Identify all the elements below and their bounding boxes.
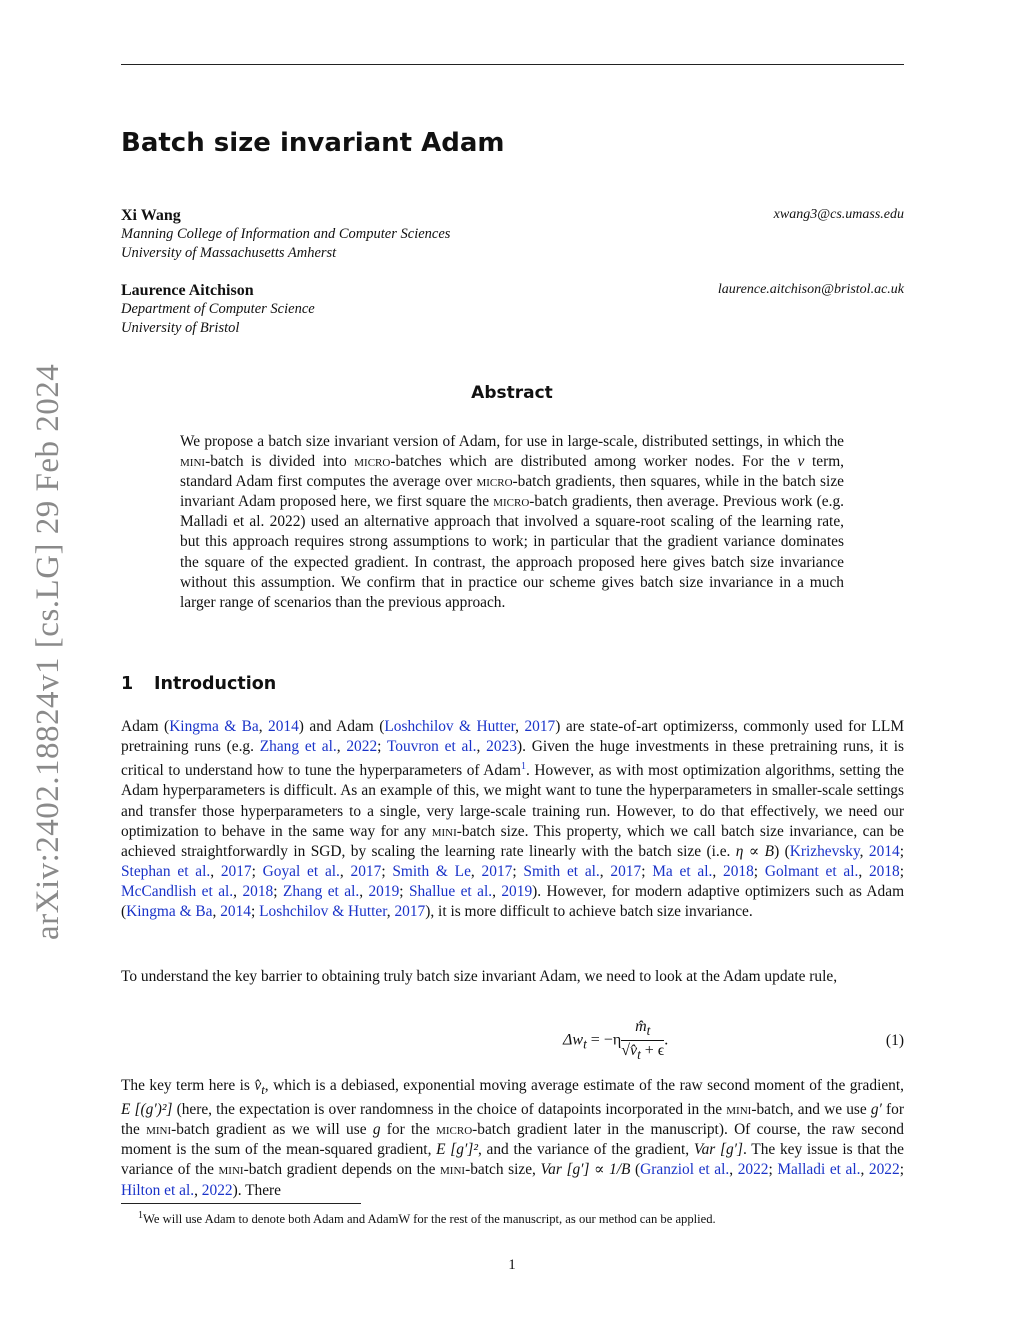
- equation-body: $\Delta w_t = -\eta$ $\frac{m̂_t}{√v̂_t + \epsilon}$ .: [563, 1018, 669, 1063]
- citation-link[interactable]: 2018: [868, 862, 900, 880]
- intro-paragraph-2: To understand the key barrier to obtaining truly batch size invariant Adam, we need to look at the Adam update rule,: [121, 968, 838, 985]
- citation-link[interactable]: 2017: [524, 718, 556, 735]
- citation-link[interactable]: 2018: [242, 882, 274, 900]
- citation-link[interactable]: 2014: [868, 842, 900, 860]
- footnote-text: We will use Adam to denote both Adam and AdamW for the rest of the manuscript, as our method can be applied.: [143, 1212, 716, 1227]
- citation-link[interactable]: 2019: [368, 882, 400, 900]
- citation-link[interactable]: 2014: [220, 902, 251, 920]
- citation-link[interactable]: Smith et al.: [523, 862, 600, 880]
- citation-link[interactable]: 2014: [268, 718, 299, 735]
- citation-link[interactable]: Zhang et al.: [259, 738, 337, 756]
- author-affiliation: Department of Computer Science: [121, 301, 315, 317]
- citation-link[interactable]: Kingma & Ba: [126, 902, 213, 920]
- author-email: xwang3@cs.umass.edu: [773, 207, 904, 222]
- abstract-heading: Abstract: [471, 383, 553, 403]
- equation-1: [121, 1018, 904, 1068]
- citation-link[interactable]: 2023: [486, 738, 517, 756]
- citation-link[interactable]: 2022: [868, 1161, 900, 1179]
- footnote-mark: 1: [138, 1210, 143, 1221]
- citation-link[interactable]: Loshchilov & Hutter: [384, 718, 516, 735]
- citation-link[interactable]: 2017: [220, 862, 252, 880]
- paper-title: Batch size invariant Adam: [121, 128, 505, 158]
- header-rule: [121, 64, 904, 65]
- citation-link[interactable]: Goyal et al.: [262, 862, 340, 880]
- author-name: Laurence Aitchison: [121, 282, 254, 299]
- citation-link[interactable]: 2022: [346, 738, 378, 756]
- citation-link[interactable]: Kingma & Ba: [169, 718, 259, 735]
- page-number: 1: [508, 1257, 516, 1273]
- citation-link[interactable]: 2017: [610, 862, 642, 880]
- section-heading: [121, 674, 276, 694]
- citation-link[interactable]: 2019: [501, 882, 533, 900]
- citation-link[interactable]: Stephan et al.: [121, 862, 211, 880]
- citation-link[interactable]: McCandlish et al.: [121, 882, 234, 900]
- citation-link[interactable]: Krizhevsky: [789, 842, 860, 860]
- citation-link[interactable]: Smith & Le: [392, 862, 471, 880]
- citation-link[interactable]: 2017: [350, 862, 382, 880]
- author-affiliation: Manning College of Information and Computer Sciences: [121, 226, 451, 242]
- citation-link[interactable]: Loshchilov & Hutter: [259, 902, 387, 920]
- citation-link[interactable]: Granziol et al.: [640, 1161, 730, 1179]
- citation-link[interactable]: 2017: [394, 902, 426, 920]
- citation-link[interactable]: Zhang et al.: [282, 882, 360, 900]
- author-block-1: [121, 207, 904, 263]
- citation-link[interactable]: Malladi et al.: [777, 1161, 861, 1179]
- equation-number: (1): [885, 1032, 904, 1049]
- citation-link[interactable]: 2018: [723, 862, 754, 880]
- author-affiliation: University of Massachusetts Amherst: [121, 245, 337, 261]
- equation-fraction: $\frac{m̂_t}{√v̂_t + \epsilon}$: [621, 1018, 665, 1063]
- citation-link[interactable]: Touvron et al.: [386, 738, 477, 756]
- citation-link[interactable]: 2022: [737, 1161, 769, 1179]
- citation-link[interactable]: 2017: [481, 862, 513, 880]
- abstract-text: We propose a batch size invariant version of Adam, for use in large-scale, distributed settings, in which the mini-batch is divided into micro-batches which are distributed among worker nodes. For the v term, standard Adam first computes the average over micro-batch gradients, then squares, while in the batch size invariant Adam proposed here, we first square the micro-batch gradients, then average. Previous work (e.g. Malladi et al. 2022) used an alternative approach that involved a square-root scaling of the learning rate, but this approach requires strong assumptions to work; in particular that the gradient variance dominates the square of the expected gradient. In contrast, the approach proposed here gives batch size invariance without this assumption. We confirm that in practice our scheme gives batch size invariance in a much larger range of scenarios than the previous approach.: [180, 433, 845, 611]
- footnote-rule: [121, 1203, 361, 1204]
- author-name: Xi Wang: [121, 207, 181, 224]
- arxiv-side-label: arXiv:2402.18824v1 [cs.LG] 29 Feb 2024: [30, 363, 66, 940]
- citation-link[interactable]: Golmant et al.: [764, 862, 859, 880]
- author-email: laurence.aitchison@bristol.ac.uk: [717, 282, 904, 297]
- citation-link[interactable]: Ma et al.: [652, 862, 713, 880]
- author-block-2: [121, 282, 904, 338]
- intro-paragraph-3: The key term here is $v̂_t$, which is a debiased, exponential moving average estimate of the raw second moment of the gradient, E [(g′)²] (here, the expectation is over randomness in the choice of datapoints incorporated in the mini-batch, and we use g′ for the mini-batch gradient as we will use g for the micro-batch gradient later in the manuscript). Of course, the raw second moment is the sum of the mean-squared gradient, E [g′]², and the variance of the gradient, Var [g′]. The key issue is that the variance of the mini-batch gradient depends on the mini-batch size, Var [g′] ∝ 1/B (Granziol et al., 2022; Malladi et al., 2022; Hilton et al., 2022). There: [121, 1077, 905, 1199]
- footnote-link[interactable]: 1: [520, 761, 526, 773]
- footnote: [121, 1208, 904, 1227]
- intro-paragraph-1: Adam (Kingma & Ba, 2014) and Adam (Loshchilov & Hutter, 2017) are state-of-art optimizerss, commonly used for LLM pretraining runs (e.g. Zhang et al., 2022; Touvron et al., 2023). Given the huge investments in these pretraining runs, it is critical to understand how to tune the hyperparameters of Adam$^1$. However, as with most optimization algorithms, setting the Adam hyperparameters is difficult. As an example of this, we might want to tune the hyperparameters in smaller-scale settings and transfer those hyperparameters to a single, very large-scale training run. However, to do that effectively, we need our optimization to behave in the same way for any mini-batch size. This property, which we call batch size invariance, can be achieved straightforwardly in SGD, by scaling the learning rate linearly with the batch size (i.e. η ∝ B) (Krizhevsky, 2014; Stephan et al., 2017; Goyal et al., 2017; Smith & Le, 2017; Smith et al., 2017; Ma et al., 2018; Golmant et al., 2018; McCandlish et al., 2018; Zhang et al., 2019; Shallue et al., 2019). However, for modern adaptive optimizers such as Adam (Kingma & Ba, 2014; Loshchilov & Hutter, 2017), it is more difficult to achieve batch size invariance.: [121, 718, 905, 920]
- citation-link[interactable]: 2022: [201, 1181, 233, 1199]
- citation-link[interactable]: Shallue et al.: [408, 882, 493, 900]
- author-affiliation: University of Bristol: [121, 320, 240, 336]
- section-title: Introduction: [154, 674, 277, 694]
- section-number: 1: [121, 674, 134, 694]
- citation-link[interactable]: Hilton et al.: [121, 1181, 195, 1199]
